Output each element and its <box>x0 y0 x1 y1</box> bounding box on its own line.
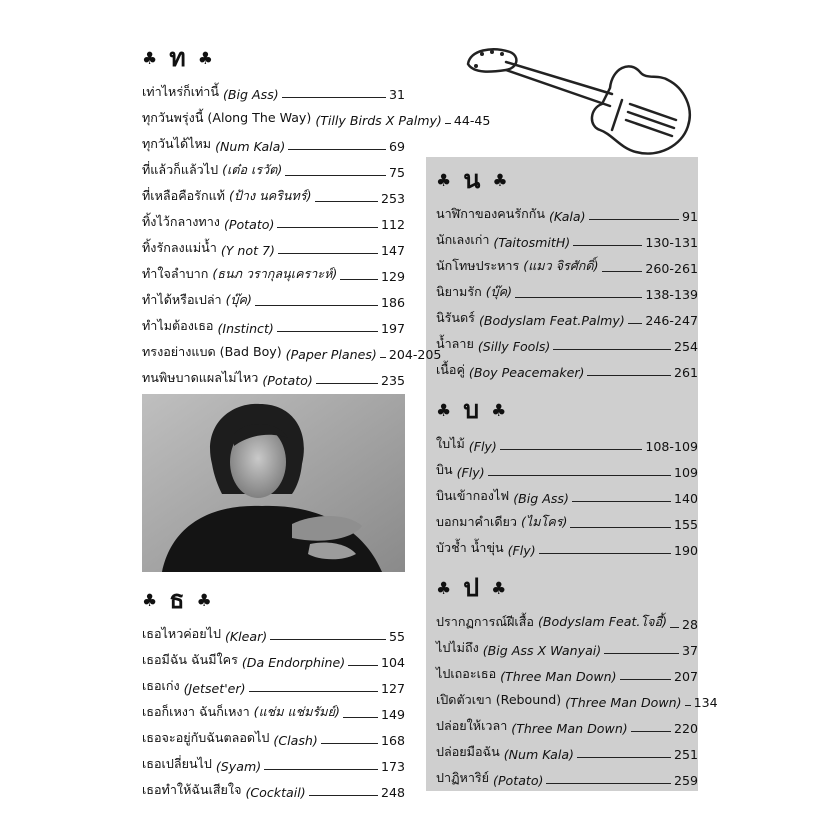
song-title: นิรันดร์ <box>436 310 475 325</box>
page-number: 261 <box>673 365 698 380</box>
song-entry <box>142 128 405 154</box>
leader-line <box>343 717 378 718</box>
song-title: ไปเถอะเธอ <box>436 666 497 681</box>
song-entry <box>142 618 405 644</box>
song-entry <box>436 328 698 354</box>
song-title: นักเลงเก่า <box>436 232 490 247</box>
song-title: เธอมีฉัน ฉันมีใคร <box>142 652 238 667</box>
song-entry <box>142 232 405 258</box>
leader-line <box>577 757 671 758</box>
artist-photo <box>142 394 405 572</box>
song-title: ใบไม้ <box>436 436 465 451</box>
song-title: ทิ้งไว้กลางทาง <box>142 214 220 229</box>
page-number: 138-139 <box>645 287 698 302</box>
song-title: เธอเก่ง <box>142 678 180 693</box>
leader-line <box>602 271 643 272</box>
song-entry <box>436 302 698 328</box>
song-title: ทุกวันได้ไหม <box>142 136 212 151</box>
page-number: 155 <box>673 517 698 532</box>
song-artist: (Fly) <box>468 439 497 454</box>
page-number: 31 <box>388 87 405 102</box>
song-artist: (Fly) <box>507 543 536 558</box>
song-title: เนื้อคู่ <box>436 362 465 377</box>
club-icon: ♣ <box>436 579 454 599</box>
page-number: 254 <box>673 339 698 354</box>
song-entry <box>436 428 698 454</box>
leader-line <box>340 279 378 280</box>
song-title: บอกมาคำเดียว <box>436 514 517 529</box>
song-title: ทนพิษบาดแผลไม่ไหว <box>142 370 259 385</box>
section-header-po <box>436 570 698 606</box>
song-artist: (Paper Planes) <box>285 347 377 362</box>
leader-line <box>277 331 378 332</box>
page-number: 251 <box>673 747 698 762</box>
song-title: ปรากฏการณ์ฝีเสื้อ <box>436 614 534 629</box>
song-entry <box>142 696 405 722</box>
song-artist: (Three Man Down) <box>500 669 617 684</box>
page-number: 109 <box>673 465 698 480</box>
page-number: 91 <box>681 209 698 224</box>
leader-line <box>278 253 378 254</box>
song-entry <box>436 736 698 762</box>
leader-line <box>685 705 691 706</box>
leader-line <box>270 639 386 640</box>
song-artist: (บุ๊ค) <box>225 292 252 307</box>
song-entry <box>142 258 405 284</box>
song-entry <box>436 198 698 224</box>
page-number: 127 <box>380 681 405 696</box>
leader-line <box>282 97 386 98</box>
song-title: นาฬิกาของคนรักกัน <box>436 206 545 221</box>
page-number: 104 <box>380 655 405 670</box>
page-number: 134 <box>693 695 718 710</box>
song-title: ไปไม่ถึง <box>436 640 479 655</box>
song-title: บัวช้ำ น้ำขุ่น <box>436 540 504 555</box>
song-entry <box>142 670 405 696</box>
page-number: 246-247 <box>645 313 698 328</box>
song-entry <box>142 180 405 206</box>
page-number: 37 <box>681 643 698 658</box>
page-number: 149 <box>380 707 405 722</box>
song-entry <box>142 76 405 102</box>
song-entry <box>142 722 405 748</box>
song-title: เธอไหวค่อยไป <box>142 626 221 641</box>
section-header-no <box>436 162 698 198</box>
club-icon: ♣ <box>436 171 454 191</box>
song-entry <box>436 684 718 710</box>
club-icon: ♣ <box>492 171 510 191</box>
page-number: 260-261 <box>645 261 698 276</box>
song-title: ที่แล้วก็แล้วไป <box>142 162 219 177</box>
song-artist: (แช่ม แช่มรัมย์) <box>253 704 340 719</box>
leader-line <box>321 743 378 744</box>
leader-line <box>539 553 671 554</box>
leader-line <box>573 245 642 246</box>
leader-line <box>309 795 378 796</box>
page-number: 220 <box>673 721 698 736</box>
page-number: 147 <box>380 243 405 258</box>
song-title: เธอเปลี่ยนไป <box>142 756 212 771</box>
song-entry <box>436 224 698 250</box>
song-title: บินเข้ากองไฟ <box>436 488 510 503</box>
song-entry <box>142 748 405 774</box>
song-artist: (Jetset'er) <box>183 681 246 696</box>
page-number: 168 <box>380 733 405 748</box>
song-entry <box>142 310 405 336</box>
song-title: นักโทษประหาร <box>436 258 520 273</box>
song-title: ทำได้หรือเปล่า <box>142 292 222 307</box>
song-artist: (Bodyslam Feat.โจอี้) <box>538 614 668 629</box>
song-artist: (Silly Fools) <box>477 339 551 354</box>
song-artist: (Da Endorphine) <box>241 655 346 670</box>
leader-line <box>620 679 671 680</box>
page-number: 129 <box>380 269 405 284</box>
song-entry <box>142 154 405 180</box>
song-entry <box>436 658 698 684</box>
song-artist: (Potato) <box>493 773 544 788</box>
song-artist: (Cocktail) <box>245 785 306 800</box>
song-entry <box>436 454 698 480</box>
song-artist: (Klear) <box>224 629 268 644</box>
song-title: เปิดตัวเขา (Rebound) <box>436 692 562 707</box>
song-entry <box>436 632 698 658</box>
song-artist: (Potato) <box>262 373 313 388</box>
song-title: ทำไมต้องเธอ <box>142 318 214 333</box>
section-header-tho <box>142 40 405 76</box>
leader-line <box>255 305 378 306</box>
leader-line <box>515 297 642 298</box>
leader-line <box>316 383 378 384</box>
song-artist: (TaitosmitH) <box>493 235 571 250</box>
section-letter: น <box>463 165 483 194</box>
page-number: 173 <box>380 759 405 774</box>
song-artist: (เต๋อ เรวัต) <box>222 162 283 177</box>
song-title: ปล่อยให้เวลา <box>436 718 508 733</box>
song-artist: (ป้าง นครินทร์) <box>229 188 312 203</box>
song-entry <box>142 336 442 362</box>
song-artist: (Big Ass X Wanyai) <box>482 643 602 658</box>
song-artist: (Fly) <box>456 465 485 480</box>
section-header-thoe <box>142 582 405 618</box>
section-letter: ท <box>169 43 188 72</box>
song-artist: (Syam) <box>215 759 262 774</box>
guitar-drawing-icon <box>462 42 700 160</box>
song-entry <box>436 762 698 788</box>
song-artist: (Bodyslam Feat.Palmy) <box>478 313 625 328</box>
song-entry <box>436 532 698 558</box>
page-number: 186 <box>380 295 405 310</box>
song-title: เธอจะอยู่กับฉันตลอดไป <box>142 730 270 745</box>
song-title: ปล่อยมือฉัน <box>436 744 500 759</box>
song-artist: (Boy Peacemaker) <box>468 365 585 380</box>
club-icon: ♣ <box>196 591 214 611</box>
club-icon: ♣ <box>491 579 509 599</box>
leader-line <box>570 527 671 528</box>
song-entry <box>436 480 698 506</box>
leader-line <box>589 219 679 220</box>
song-title: เธอก็เหงา ฉันก็เหงา <box>142 704 250 719</box>
page-number: 248 <box>380 785 405 800</box>
leader-line <box>315 201 378 202</box>
song-artist: (Instinct) <box>217 321 274 336</box>
section-letter: บ <box>463 395 482 424</box>
club-icon: ♣ <box>436 401 454 421</box>
page-number: 140 <box>673 491 698 506</box>
song-entry <box>142 284 405 310</box>
song-artist: (Three Man Down) <box>565 695 682 710</box>
song-entry <box>436 276 698 302</box>
page-number: 130-131 <box>645 235 698 250</box>
song-entry <box>436 606 698 632</box>
song-entry <box>436 250 698 276</box>
song-title: ทำใจลำบาก <box>142 266 209 281</box>
leader-line <box>264 769 378 770</box>
song-entry <box>142 362 405 388</box>
leader-line <box>604 653 679 654</box>
song-entry <box>142 206 405 232</box>
song-title: บิน <box>436 462 453 477</box>
page-number: 69 <box>388 139 405 154</box>
page-number: 235 <box>380 373 405 388</box>
song-artist: (ไมโคร) <box>521 514 568 529</box>
song-entry <box>436 506 698 532</box>
club-icon: ♣ <box>491 401 509 421</box>
page-number: 253 <box>380 191 405 206</box>
club-icon: ♣ <box>142 591 160 611</box>
leader-line <box>288 149 386 150</box>
leader-line <box>488 475 671 476</box>
song-artist: (Big Ass) <box>223 87 279 102</box>
leader-line <box>628 323 643 324</box>
section-letter: ป <box>463 573 482 602</box>
page-number: 28 <box>681 617 698 632</box>
song-entry <box>436 354 698 380</box>
song-title: นิยามรัก <box>436 284 482 299</box>
page-number: 44-45 <box>453 113 491 128</box>
song-title: ปาฏิหาริย์ <box>436 770 490 785</box>
song-artist: (Tilly Birds X Palmy) <box>315 113 442 128</box>
song-artist: (Big Ass) <box>513 491 569 506</box>
song-title: เท่าไหร่ก็เท่านี้ <box>142 84 219 99</box>
page-number: 204-205 <box>388 347 442 362</box>
leader-line <box>249 691 378 692</box>
song-entry <box>436 710 698 736</box>
page-number: 75 <box>388 165 405 180</box>
leader-line <box>553 349 671 350</box>
song-title: ทรงอย่างแบด (Bad Boy) <box>142 344 282 359</box>
song-title: เธอทำให้ฉันเสียใจ <box>142 782 242 797</box>
leader-line <box>631 731 671 732</box>
page-number: 55 <box>388 629 405 644</box>
song-artist: (Three Man Down) <box>511 721 628 736</box>
song-artist: (Clash) <box>273 733 318 748</box>
song-title: น้ำลาย <box>436 336 474 351</box>
club-icon: ♣ <box>197 49 215 69</box>
club-icon: ♣ <box>142 49 160 69</box>
song-artist: (บุ๊ค) <box>485 284 513 299</box>
leader-line <box>277 227 378 228</box>
leader-line <box>500 449 643 450</box>
song-artist: (Y not 7) <box>220 243 275 258</box>
song-title: ทุกวันพรุ่งนี้ (Along The Way) <box>142 110 312 125</box>
song-artist: (ธนภ วรากุลนุเคราะห์) <box>212 266 338 281</box>
song-artist: (Kala) <box>548 209 586 224</box>
leader-line <box>587 375 670 376</box>
song-artist: (แมว จิรศักดิ์) <box>523 258 599 273</box>
song-entry <box>142 644 405 670</box>
leader-line <box>572 501 671 502</box>
song-entry <box>142 774 405 800</box>
right-column <box>436 162 718 788</box>
page-number: 207 <box>673 669 698 684</box>
leader-line <box>670 627 679 628</box>
page-number: 197 <box>380 321 405 336</box>
leader-line <box>348 665 378 666</box>
song-entry <box>142 102 491 128</box>
leader-line <box>445 123 451 124</box>
section-letter: ธ <box>169 585 187 614</box>
section-header-bo <box>436 392 698 428</box>
song-artist: (Num Kala) <box>215 139 286 154</box>
page-number: 190 <box>673 543 698 558</box>
song-title: ที่เหลือคือรักแท้ <box>142 188 225 203</box>
leader-line <box>380 357 386 358</box>
song-artist: (Num Kala) <box>503 747 574 762</box>
page-number: 108-109 <box>645 439 698 454</box>
page-number: 112 <box>380 217 405 232</box>
song-title: ทิ้งรักลงแม่น้ำ <box>142 240 217 255</box>
leader-line <box>546 783 670 784</box>
page-number: 259 <box>673 773 698 788</box>
song-artist: (Potato) <box>223 217 275 232</box>
leader-line <box>285 175 386 176</box>
